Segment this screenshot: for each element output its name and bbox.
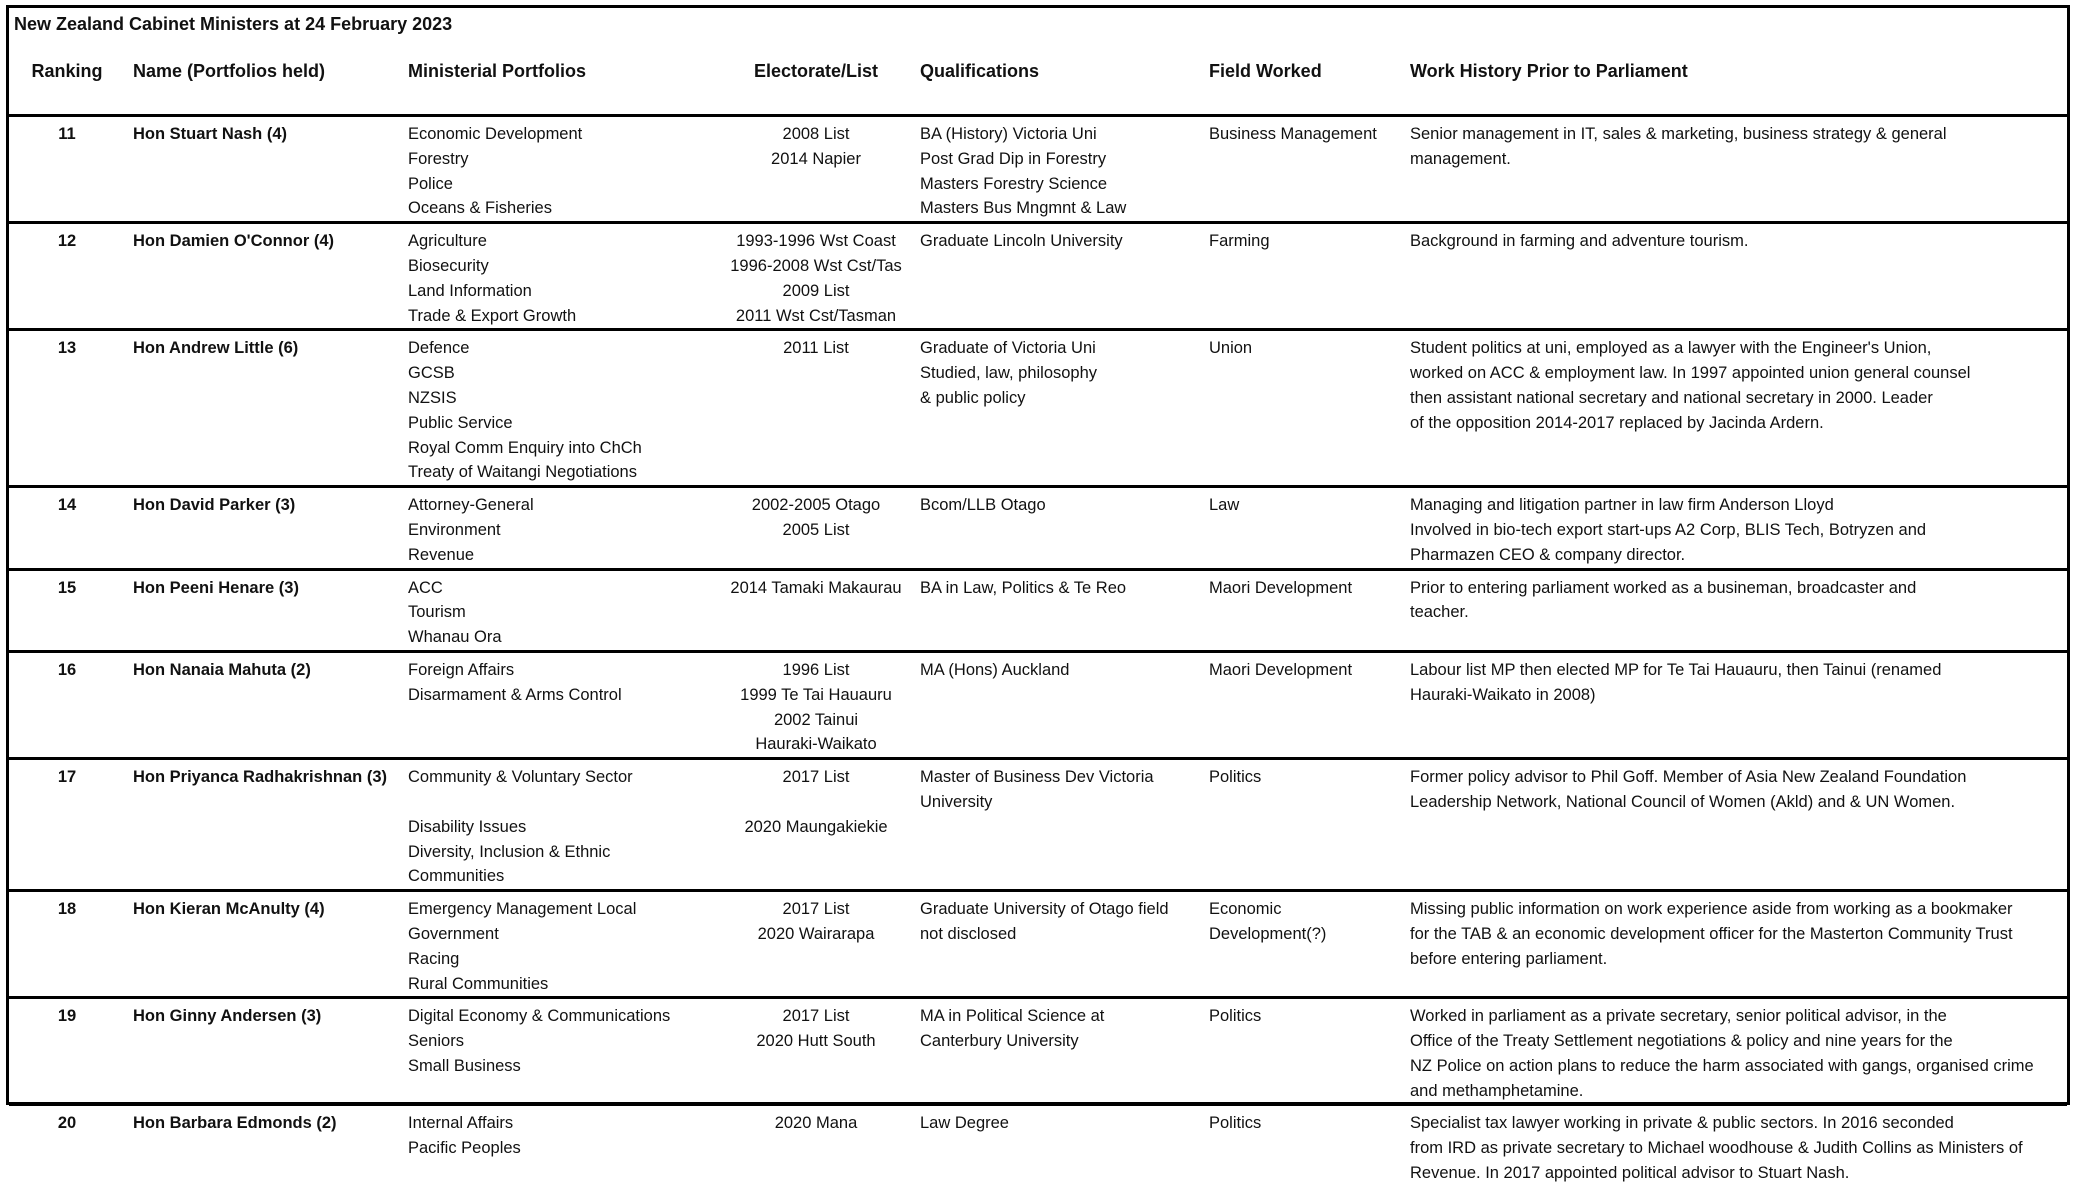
cell-line: Missing public information on work experience aside from working as a bookmaker xyxy=(1410,900,2013,919)
cell-portfolios xyxy=(400,330,720,487)
cell-field xyxy=(1201,223,1402,330)
cell-line: Involved in bio-tech export start-ups A2 Corp, BLIS Tech, Botryzen and xyxy=(1410,520,1927,539)
table-row xyxy=(9,569,2067,651)
cell-line: 2011 Wst Cst/Tasman xyxy=(735,306,897,325)
table-row xyxy=(9,651,2067,758)
cell-line: Managing and litigation partner in law firm Anderson Lloyd xyxy=(1410,496,1834,515)
cell-line: of the opposition 2014-2017 replaced by Jacinda Ardern. xyxy=(1410,413,1824,432)
cell-ranking: 15 xyxy=(9,569,125,651)
cell-line: Disarmament & Arms Control xyxy=(408,685,622,704)
cell-line: Small Business xyxy=(408,1056,521,1075)
cell-field xyxy=(1201,759,1402,891)
cell-name: Hon Nanaia Mahuta (2) xyxy=(125,651,400,758)
cell-ranking: 17 xyxy=(9,759,125,891)
cell-line: 2002-2005 Otago xyxy=(751,496,881,515)
cell-portfolios xyxy=(400,116,720,223)
cell-line: 2002 Tainui xyxy=(773,710,859,729)
cell-line: Master of Business Dev Victoria xyxy=(920,768,1154,787)
col-header-name: Name (Portfolios held) xyxy=(125,46,400,116)
cell-line: 1996 List xyxy=(782,660,850,679)
cell-line: BA (History) Victoria Uni xyxy=(920,125,1097,143)
table-header xyxy=(9,46,2067,116)
cell-ranking: 12 xyxy=(9,223,125,330)
table-row xyxy=(9,330,2067,487)
cell-portfolios xyxy=(400,487,720,569)
cell-line: Studied, law, philosophy xyxy=(920,364,1098,383)
cell-name: Hon David Parker (3) xyxy=(125,487,400,569)
cell-electorate xyxy=(720,998,912,1105)
cell-field xyxy=(1201,116,1402,223)
cell-electorate xyxy=(720,1105,912,1186)
cell-line: Internal Affairs xyxy=(408,1114,514,1133)
cell-line: Post Grad Dip in Forestry xyxy=(920,149,1107,168)
cell-line: then assistant national secretary and national secretary in 2000. Leader xyxy=(1410,388,1933,407)
cell-line: Prior to entering parliament worked as a busineman, broadcaster and xyxy=(1410,578,1917,597)
cell-line: Economic Development xyxy=(408,125,583,143)
cell-line: 2017 List xyxy=(782,768,850,787)
cell-line: & public policy xyxy=(920,388,1026,407)
cell-portfolios xyxy=(400,1105,720,1186)
table-row xyxy=(9,891,2067,998)
cell-line: University xyxy=(920,792,993,811)
cell-line: Masters Bus Mngmnt & Law xyxy=(920,199,1127,218)
cell-work-history xyxy=(1402,116,2067,223)
cell-work-history xyxy=(1402,223,2067,330)
cell-line: Farming xyxy=(1209,232,1270,251)
cell-line: Attorney-General xyxy=(408,496,534,515)
cell-line: Former policy advisor to Phil Goff. Member of Asia New Zealand Foundation xyxy=(1410,768,1967,787)
cell-line: and methamphetamine. xyxy=(1410,1081,1584,1100)
cell-line: Government xyxy=(408,924,499,943)
cell-line: Pharmazen CEO & company director. xyxy=(1410,545,1686,564)
cell-line: Background in farming and adventure tourism. xyxy=(1410,232,1749,251)
cell-line: Worked in parliament as a private secretary, senior political advisor, in the xyxy=(1410,1007,1947,1026)
cell-field xyxy=(1201,891,1402,998)
cell-qualifications xyxy=(912,569,1201,651)
col-header-ranking: Ranking xyxy=(9,46,125,116)
col-header-electorate: Electorate/List xyxy=(720,46,912,116)
cell-line: 2020 Wairarapa xyxy=(757,924,875,943)
cell-ranking: 18 xyxy=(9,891,125,998)
cell-ranking: 16 xyxy=(9,651,125,758)
cell-line: Treaty of Waitangi Negotiations xyxy=(408,463,637,482)
cell-line: MA (Hons) Auckland xyxy=(920,660,1070,679)
cell-portfolios xyxy=(400,998,720,1105)
cell-name: Hon Kieran McAnulty (4) xyxy=(125,891,400,998)
cell-electorate xyxy=(720,569,912,651)
document-title: New Zealand Cabinet Ministers at 24 February 2023 xyxy=(14,14,453,34)
cell-portfolios xyxy=(400,759,720,891)
cell-line: management. xyxy=(1410,149,1511,168)
cell-electorate xyxy=(720,223,912,330)
cell-line: Oceans & Fisheries xyxy=(408,199,552,218)
cell-line: Law xyxy=(1209,496,1240,515)
cell-electorate xyxy=(720,891,912,998)
cell-qualifications xyxy=(912,487,1201,569)
cell-line: Racing xyxy=(408,949,460,968)
cell-line: 2008 List xyxy=(782,125,850,143)
cell-line: Politics xyxy=(1209,768,1262,787)
cell-line: 2009 List xyxy=(782,281,850,300)
cell-line: Communities xyxy=(408,867,505,886)
cell-name: Hon Peeni Henare (3) xyxy=(125,569,400,651)
cell-line: Labour list MP then elected MP for Te Tai Hauauru, then Tainui (renamed xyxy=(1410,660,1942,679)
cell-line: MA in Political Science at xyxy=(920,1007,1105,1026)
cell-work-history xyxy=(1402,569,2067,651)
cell-line: 1999 Te Tai Hauauru xyxy=(740,685,892,704)
cell-line: Tourism xyxy=(408,603,466,622)
spreadsheet xyxy=(6,5,2070,1183)
cell-field xyxy=(1201,651,1402,758)
cell-qualifications xyxy=(912,330,1201,487)
cell-ranking: 20 xyxy=(57,1114,77,1133)
cell-line: 2014 Napier xyxy=(771,149,861,168)
cell-line: 2005 List xyxy=(782,520,850,539)
cell-line: Graduate University of Otago field xyxy=(920,900,1169,919)
cell-work-history xyxy=(1402,1105,2067,1186)
cell-qualifications xyxy=(912,891,1201,998)
cell-name: Hon Ginny Andersen (3) xyxy=(125,998,400,1105)
cell-line: 2017 List xyxy=(782,900,850,919)
cell-line: BA in Law, Politics & Te Reo xyxy=(920,578,1127,597)
cell-line: Politics xyxy=(1209,1114,1262,1133)
cell-line: Graduate of Victoria Uni xyxy=(920,339,1096,358)
cell-line: 2017 List xyxy=(782,1007,850,1026)
cell-line: Disability Issues xyxy=(408,817,527,836)
cell-line xyxy=(728,790,904,815)
cell-line: Police xyxy=(408,174,453,193)
cell-field xyxy=(1201,330,1402,487)
cell-line: Canterbury University xyxy=(920,1032,1079,1051)
cell-portfolios xyxy=(400,569,720,651)
cell-line: Digital Economy & Communications xyxy=(408,1007,671,1026)
cell-line: Law Degree xyxy=(920,1114,1009,1133)
ministers-table xyxy=(9,46,2067,1186)
cell-electorate xyxy=(720,487,912,569)
cell-line: Student politics at uni, employed as a lawyer with the Engineer's Union, xyxy=(1410,339,1932,358)
cell-work-history xyxy=(1402,998,2067,1105)
cell-work-history xyxy=(1402,651,2067,758)
cell-name: Hon Stuart Nash (4) xyxy=(125,116,400,223)
cell-ranking: 14 xyxy=(9,487,125,569)
cell-field xyxy=(1201,1105,1402,1186)
cell-line: worked on ACC & employment law. In 1997 appointed union general counsel xyxy=(1410,364,1971,383)
cell-line: not disclosed xyxy=(920,924,1017,943)
cell-line: Hauraki-Waikato in 2008) xyxy=(1410,685,1596,704)
cell-line: Forestry xyxy=(408,149,469,168)
cell-work-history xyxy=(1402,330,2067,487)
cell-line: NZ Police on action plans to reduce the harm associated with gangs, organised crime xyxy=(1410,1056,2034,1075)
table-row xyxy=(9,998,2067,1105)
cell-name: Hon Andrew Little (6) xyxy=(125,330,400,487)
cell-line: Land Information xyxy=(408,281,532,300)
cell-work-history xyxy=(1402,759,2067,891)
cell-line: Hauraki-Waikato xyxy=(755,735,877,754)
cell-line: Development(?) xyxy=(1209,924,1327,943)
table-body xyxy=(9,116,2067,1186)
cell-line: Bcom/LLB Otago xyxy=(920,496,1046,515)
table-row xyxy=(9,1105,2067,1186)
cell-electorate xyxy=(720,759,912,891)
cell-line: 2020 Maungakiekie xyxy=(744,817,888,836)
table-row xyxy=(9,116,2067,223)
cell-line: 2014 Tamaki Makaurau xyxy=(730,578,902,597)
cell-line: Trade & Export Growth xyxy=(408,306,577,325)
cell-electorate xyxy=(720,330,912,487)
cell-line: ACC xyxy=(408,578,443,597)
cell-line: 2020 Mana xyxy=(774,1114,858,1133)
cell-line: before entering parliament. xyxy=(1410,949,1608,968)
cell-work-history xyxy=(1402,487,2067,569)
col-header-portfolios: Ministerial Portfolios xyxy=(400,46,720,116)
cell-line: Community & Voluntary Sector xyxy=(408,768,633,787)
cell-line: 1996-2008 Wst Cst/Tas xyxy=(730,256,902,275)
cell-ranking: 19 xyxy=(9,998,125,1105)
cell-qualifications xyxy=(912,651,1201,758)
cell-line: GCSB xyxy=(408,364,455,383)
cell-line: 2020 Hutt South xyxy=(756,1032,876,1051)
cell-line: Economic xyxy=(1209,900,1282,919)
cell-line: Leadership Network, National Council of Women (Akld) and & UN Women. xyxy=(1410,792,1956,811)
cell-work-history xyxy=(1402,891,2067,998)
table-row xyxy=(9,223,2067,330)
cell-line: Maori Development xyxy=(1209,660,1353,679)
cell-line: Whanau Ora xyxy=(408,628,502,647)
cell-line: Agriculture xyxy=(408,232,487,251)
cell-line: Biosecurity xyxy=(408,256,489,275)
col-header-field: Field Worked xyxy=(1201,46,1402,116)
col-header-qualifications: Qualifications xyxy=(912,46,1201,116)
table-row xyxy=(9,759,2067,891)
cell-line: Foreign Affairs xyxy=(408,660,515,679)
cell-name: Hon Priyanca Radhakrishnan (3) xyxy=(125,759,400,891)
cell-qualifications xyxy=(912,998,1201,1105)
cell-line: Public Service xyxy=(408,413,513,432)
cell-line: Rural Communities xyxy=(408,974,549,993)
cell-line: Business Management xyxy=(1209,125,1377,143)
cell-ranking: 11 xyxy=(9,116,125,223)
cell-field xyxy=(1201,998,1402,1105)
cell-field xyxy=(1201,569,1402,651)
cell-line: Seniors xyxy=(408,1032,464,1051)
cell-portfolios xyxy=(400,891,720,998)
cell-line: Royal Comm Enquiry into ChCh xyxy=(408,438,642,457)
cell-line: Environment xyxy=(408,520,501,539)
cell-line: Revenue. In 2017 appointed political advisor to Stuart Nash. xyxy=(1410,1164,1850,1183)
cell-line: teacher. xyxy=(1410,603,1469,622)
cell-line: Revenue xyxy=(408,545,475,564)
cell-line: from IRD as private secretary to Michael woodhouse & Judith Collins as Ministers of xyxy=(1410,1139,2023,1158)
cell-line: Graduate Lincoln University xyxy=(920,232,1123,251)
cell-name: Hon Damien O'Connor (4) xyxy=(125,223,400,330)
cell-portfolios xyxy=(400,223,720,330)
cell-qualifications xyxy=(912,759,1201,891)
cell-line: Maori Development xyxy=(1209,578,1353,597)
cell-line: Pacific Peoples xyxy=(408,1139,521,1158)
cell-line: 1993-1996 Wst Coast xyxy=(736,232,896,251)
cell-line: Office of the Treaty Settlement negotiations & policy and nine years for the xyxy=(1410,1032,1953,1051)
header-row xyxy=(9,46,2067,116)
cell-ranking: 13 xyxy=(9,330,125,487)
cell-qualifications xyxy=(912,1105,1201,1186)
cell-portfolios xyxy=(400,651,720,758)
cell-line: Senior management in IT, sales & marketing, business strategy & general xyxy=(1410,125,1947,143)
cell-line: for the TAB & an economic development officer for the Masterton Community Trust xyxy=(1410,924,2013,943)
cell-line xyxy=(408,790,712,815)
cell-name: Hon Barbara Edmonds (2) xyxy=(133,1114,337,1133)
cell-line: Politics xyxy=(1209,1007,1262,1026)
cell-electorate xyxy=(720,116,912,223)
cell-line: Masters Forestry Science xyxy=(920,174,1108,193)
cell-line: Diversity, Inclusion & Ethnic xyxy=(408,842,611,861)
cell-qualifications xyxy=(912,116,1201,223)
cell-field xyxy=(1201,487,1402,569)
cell-line: Specialist tax lawyer working in private & public sectors. In 2016 seconded xyxy=(1410,1114,1954,1133)
cell-line: NZSIS xyxy=(408,388,457,407)
cell-electorate xyxy=(720,651,912,758)
col-header-work-history: Work History Prior to Parliament xyxy=(1402,46,2067,116)
cell-line: Defence xyxy=(408,339,470,358)
cell-line: Emergency Management Local xyxy=(408,900,637,919)
cell-line: 2011 List xyxy=(783,339,849,358)
cell-qualifications xyxy=(912,223,1201,330)
cell-line: Union xyxy=(1209,339,1253,358)
table-row xyxy=(9,487,2067,569)
